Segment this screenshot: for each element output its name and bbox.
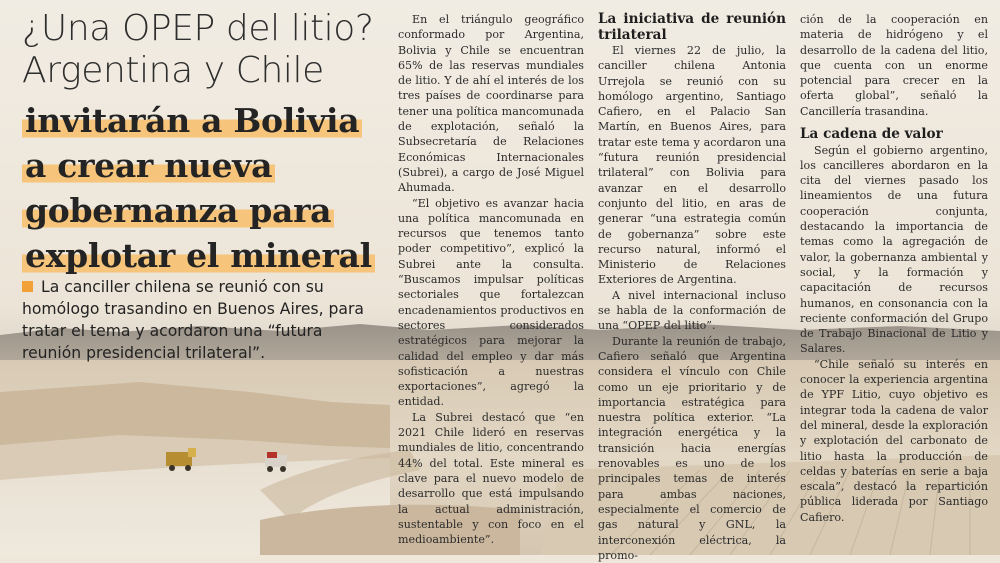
body-paragraph: Según el gobierno argentino, los cancilleres abordaron en la cita del viernes pasado los lineamientos de una futura cooperación conjunta, destacando la importancia de temas como la agregación de valor, la gobernanza ambiental y social, y la formación y capacitación de recursos humanos, en consonancia con la reciente conformación del Grupo de Trabajo Binacional de Litio y Salares. <box>800 143 988 356</box>
body-paragraph: En el triángulo geográfico conformado por Argentina, Bolivia y Chile se encuentran 65% de las reservas mundiales de litio. Y de ahí el interés de los tres países de coordinarse para tener una política mancomunada de explotación, señaló la Subsecretaría de Relaciones Económicas Internacionales (Subrei), a cargo de José Miguel Ahumada. <box>398 13 584 195</box>
square-bullet-icon <box>22 281 33 292</box>
body-paragraph: “El objetivo es avanzar hacia una política mancomunada en recursos que tenemos tanto poder competitivo”, explicó la Subrei ante la consulta. “Buscamos impulsar políticas sectoriales que fortalezcan encadenamientos productivos en sectores considerados estratégicos para mejorar la calidad del empleo y dar más sofisticación a nuestras exportaciones”, agregó la entidad. <box>398 196 584 409</box>
article-column-1 <box>398 12 584 547</box>
subheading-trilateral: La iniciativa de reunión trilateral <box>598 11 786 43</box>
body-paragraph: Durante la reunión de trabajo, Cafiero señaló que Argentina considera el vínculo con Chile como un eje prioritario y de importancia estratégica para nuestra política exterior. “La integración energética y la transición hacia energías renovables es uno de los principales temas de interés para ambas naciones, especialmente el comercio de gas natural y GNL, la interconexión eléctrica, la promo- <box>598 334 786 562</box>
headline <box>22 8 382 278</box>
lead-text: La canciller chilena se reunió con su homólogo trasandino en Buenos Aires, para tratar el tema y acordaron una “futura reunión presidencial trilateral”. <box>22 278 364 362</box>
headline-main: invitarán a Bolivia a crear nueva gobernanza para explotar el mineral <box>22 101 375 275</box>
subheading-value-chain: La cadena de valor <box>800 126 943 143</box>
body-paragraph-continued: ción de la cooperación en materia de hidrógeno y el desarrollo de la cadena del litio, que cuenta con un enorme potencial para crecer en la oferta global”, señaló la Cancillería trasandina. <box>800 13 988 118</box>
body-paragraph: El viernes 22 de julio, la canciller chilena Antonia Urrejola se reunió con su homólogo argentino, Santiago Cafiero, en el Palacio San Martín, en Buenos Aires, para tratar este tema y acordaron una “futura reunión presidencial trilateral” con Bolivia para avanzar en el desarrollo conjunto del litio, en aras de generar “una estrategia común de gobernanza” sobre este recurso natural, informó el Ministerio de Relaciones Exteriores de Argentina. <box>598 44 786 287</box>
article-column-3 <box>800 12 988 525</box>
body-paragraph: “Chile señaló su interés en conocer la experiencia argentina de YPF Litio, cuyo objetivo es integrar toda la cadena de valor del mineral, desde la exploración y explotación del carbonato de litio hasta la producción de celdas y baterías en serie a baja escala”, destacó la repartición pública liderada por Santiago Cafiero. <box>800 357 988 524</box>
lead-paragraph <box>22 276 382 364</box>
article-column-2 <box>598 12 786 563</box>
body-paragraph: A nivel internacional incluso se habla de la conformación de una “OPEP del litio”. <box>598 288 786 333</box>
headline-kicker: ¿Una OPEP del litio? Argentina y Chile <box>22 8 374 91</box>
body-paragraph: La Subrei destacó que “en 2021 Chile lideró en reservas mundiales de litio, concentrando 44% del total. Este mineral es clave para el nuevo modelo de desarrollo que está impulsando la actual administración, sustentable y con foco en el medioambiente”. <box>398 410 584 547</box>
